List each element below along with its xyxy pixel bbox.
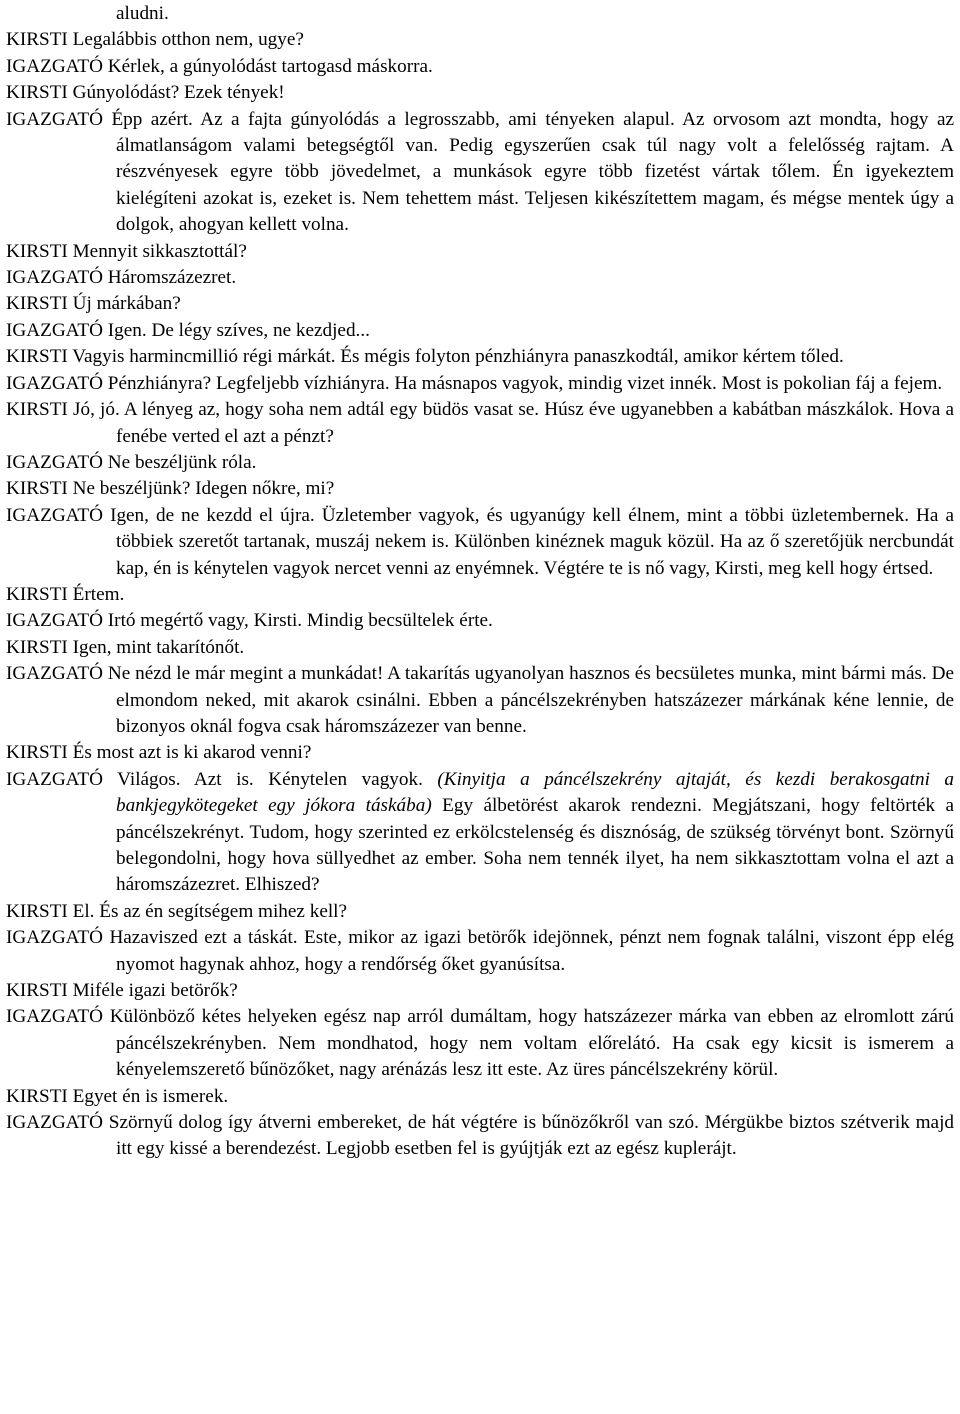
speaker-name: KIRSTI [6,29,68,51]
dialogue-line [6,54,954,80]
speaker-name: KIRSTI [6,742,68,764]
speaker-name: IGAZGATÓ [6,451,103,473]
speaker-name: KIRSTI [6,240,68,262]
dialogue-line [6,397,954,450]
dialogue-line [6,265,954,291]
speaker-name: KIRSTI [6,636,68,658]
dialogue-line [6,899,954,925]
speaker-name: KIRSTI [6,900,68,922]
speech-text: Hazaviszed ezt a táskát. Este, mikor az igazi betörők idejönnek, pénzt nem fognak találni, viszont épp elég nyomot hagynak ahhoz, hogy a rendőrség őket gyanúsítsa. [109,927,954,975]
speech-text: Miféle igazi betörők? [72,980,238,1002]
speech-text: Ne nézd le már megint a munkádat! A takarítás ugyanolyan hasznos és becsületes munka, mint bármi más. De elmondom neked, mit akarok csinálni. Ebben a páncélszekrényben hatszázezer márkának kéne lennie, de bizonyos oknál fogva csak háromszázezer van benne. [107,663,954,737]
dialogue-line [6,80,954,106]
speech-text: Legalábbis otthon nem, ugye? [72,29,304,51]
dialogue-line [6,450,954,476]
speaker-name: IGAZGATÓ [6,1112,103,1134]
speech-text: Épp azért. Az a fajta gúnyolódás a legrosszabb, ami tényeken alapul. Az orvosom azt mondta, hogy az álmatlanságom valami betegségtől van. Pedig egyszerűen csak túl nagy volt a felelősség rajtam. A részvényesek egyre több jövedelmet, a munkások egyre több fizetést vártak tőlem. Én igyekeztem kielégíteni azokat is, ezeket is. Nem tehettem mást. Teljesen kikészítettem magam, és mégse mentek úgy a dolgok, ahogyan kellett volna. [111,108,954,236]
speech-text: Irtó megértő vagy, Kirsti. Mindig becsültelek érte. [107,610,493,632]
speech-text: El. És az én segítségem mihez kell? [72,900,348,922]
dialogue-line [6,318,954,344]
dialogue-line [6,1110,954,1163]
dialogue-line [6,1004,954,1083]
speech-text: Gúnyolódást? Ezek tények! [72,82,285,104]
speaker-name: IGAZGATÓ [6,663,103,685]
speaker-name: KIRSTI [6,1085,68,1107]
speech-text: Igen, de ne kezdd el újra. Üzletember vagyok, és ugyanúgy kell élnem, mint a többi üzletembernek. Ha a többiek szeretőt tartanak, muszáj nekem is. Különben kinéznek maguk közül. Ha az ő szeretőjük nercbundát kap, én is kénytelen vagyok nercet venni az enyémnek. Végtére te is nő vagy, Kirsti, meg kell hogy értsed. [110,504,955,579]
dialogue-line [6,661,954,740]
dialogue-line [6,608,954,634]
speaker-name: IGAZGATÓ [6,768,103,790]
speech-text: Igen. De légy szíves, ne kezdjed... [107,319,370,341]
dialogue-line [6,925,954,978]
speaker-name: IGAZGATÓ [6,372,103,394]
speech-text: Háromszázezret. [107,267,237,289]
speech-text: aludni. [116,3,169,24]
speech-text: Új márkában? [72,293,181,315]
speaker-name: KIRSTI [6,293,68,315]
speech-text: Mennyit sikkasztottál? [72,240,247,262]
speaker-name: IGAZGATÓ [6,108,103,130]
speaker-name: IGAZGATÓ [6,504,103,526]
dialogue-line [6,740,954,766]
speaker-name: KIRSTI [6,399,68,421]
speaker-name: IGAZGATÓ [6,55,103,77]
speech-text: Szörnyű dolog így átverni embereket, de hát végtére is bűnözőkről van szó. Mérgükbe biztos szétverik majd itt egy kissé a berendezést. Legjobb esetben fel is gyújtják ezt az egész kuplerájt. [108,1112,955,1160]
dialogue-line [6,371,954,397]
speaker-name: IGAZGATÓ [6,610,103,632]
speech-text: Különböző kétes helyeken egész nap arról dumáltam, hogy hatszázezer márka van ebben az elromlott zárú páncélszekrényben. Nem mondhatod, hogy nem voltam előrelátó. Ha csak egy kicsit is ismerem a kényelemszerető bűnözőket, nagy arénázás lesz itt este. Az üres páncélszekrény körül. [109,1006,954,1081]
stage-direction: (Kinyitja a páncélszekrény ajtaját, és kezdi berakosgatni a bankjegykötegeket egy jókora táskába) [116,768,954,817]
dialogue-line [6,1084,954,1110]
speaker-name: IGAZGATÓ [6,267,103,289]
speech-text: Pénzhiányra? Legfeljebb vízhiányra. Ha másnapos vagyok, mindig vizet innék. Most is pokolian fáj a fejem. [107,372,943,394]
speaker-name: IGAZGATÓ [6,319,103,341]
speech-text: Értem. [72,583,125,605]
speech-text: Vagyis harmincmillió régi márkát. És mégis folyton pénzhiányra panaszkodtál, amikor kértem tőled. [72,346,844,368]
dialogue-line [6,27,954,53]
dialogue-line [6,1,954,27]
speech-text: Egy álbetörést akarok rendezni. Megjátszani, hogy feltörték a páncélszekrényt. Tudom, hogy szerinted ez erkölcstelenség és disznóság, de szükség törvényt bont. Szörnyű belegondolni, hogy hova süllyedhet az ember. Soha nem tennék ilyet, ha nem sikkasztottam volna el azt a háromszázezret. Elhiszed? [116,795,954,896]
dialogue-line [6,503,954,582]
speech-text: Igen, mint takarítónőt. [72,636,245,658]
speech-text: Kérlek, a gúnyolódást tartogasd máskorra. [107,55,433,77]
dialogue-line [6,767,954,899]
dialogue-line [6,635,954,661]
speech-text: Jó, jó. A lényeg az, hogy soha nem adtál egy büdös vasat se. Húsz éve ugyanebben a kabátban mászkálok. Hova a fenébe verted el azt a pénzt? [73,399,955,447]
speaker-name: KIRSTI [6,346,68,368]
dialogue-line [6,582,954,608]
dialogue-line [6,978,954,1004]
dialogue-line [6,344,954,370]
dialogue-line [6,291,954,317]
speaker-name: KIRSTI [6,583,68,605]
speaker-name: IGAZGATÓ [6,1006,103,1028]
dialogue-line [6,107,954,239]
dialogue-line [6,239,954,265]
speech-text: Egyet én is ismerek. [72,1085,229,1107]
speaker-name: KIRSTI [6,82,68,104]
speaker-name: KIRSTI [6,478,68,500]
speaker-name: IGAZGATÓ [6,927,103,949]
speech-text: És most azt is ki akarod venni? [72,742,312,764]
speech-text: Ne beszéljünk? Idegen nőkre, mi? [72,478,335,500]
speaker-name: KIRSTI [6,980,68,1002]
speech-text: Világos. Azt is. Kénytelen vagyok. [117,768,438,790]
dialogue-line [6,476,954,502]
speech-text: Ne beszéljünk róla. [107,451,257,473]
